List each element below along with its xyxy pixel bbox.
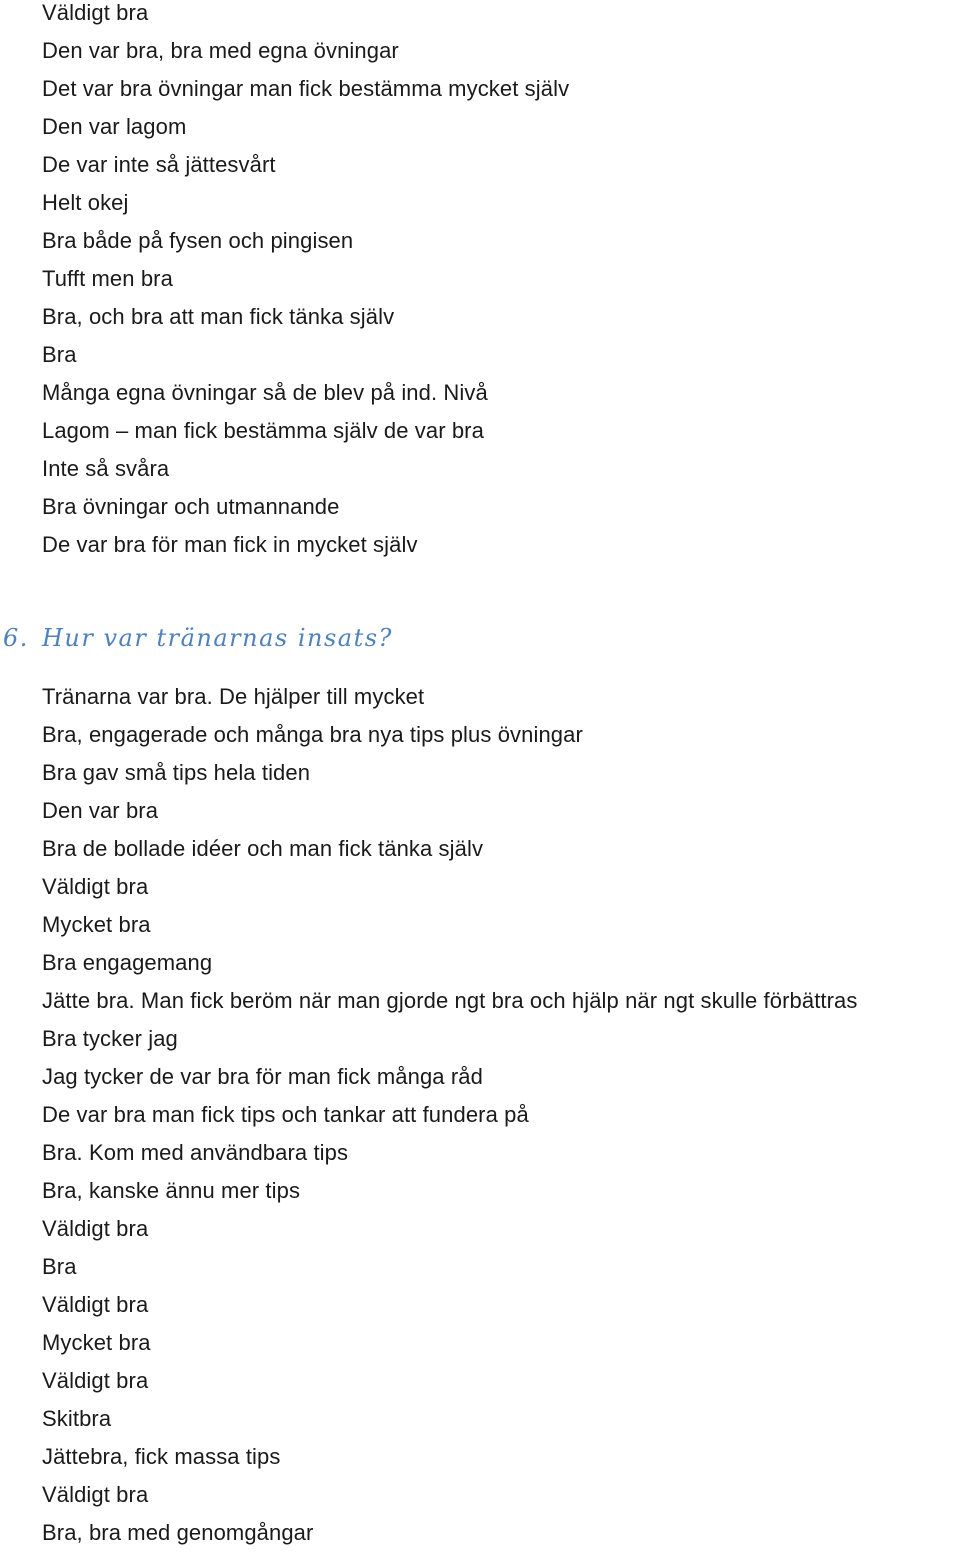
answer-line: Många egna övningar så de blev på ind. Nivå: [42, 380, 488, 405]
answer-line: De var inte så jättesvårt: [42, 152, 276, 177]
answer-line: Den var lagom: [42, 114, 187, 139]
answer-line: Bra de bollade idéer och man fick tänka själv: [42, 836, 484, 861]
question-heading-6: [3, 619, 393, 657]
answer-line: De var bra man fick tips och tankar att fundera på: [42, 1102, 529, 1127]
answer-line: Väldigt bra: [42, 1368, 149, 1393]
answer-line: Väldigt bra: [42, 1482, 149, 1507]
answer-line: Helt okej: [42, 190, 129, 215]
answer-line: Jag tycker de var bra för man fick många råd: [42, 1064, 483, 1089]
answer-list-q5: [42, 0, 569, 564]
answer-line: Bra, och bra att man fick tänka själv: [42, 304, 395, 329]
answer-line: Jätte bra. Man fick beröm när man gjorde ngt bra och hjälp när ngt skulle förbättras: [42, 988, 858, 1013]
answer-line: Väldigt bra: [42, 1216, 149, 1241]
answer-line: Väldigt bra: [42, 874, 149, 899]
answer-line: De var bra för man fick in mycket själv: [42, 532, 418, 557]
answer-line: Bra engagemang: [42, 950, 213, 975]
answer-line: Mycket bra: [42, 1330, 151, 1355]
answer-line: Bra. Kom med användbara tips: [42, 1140, 349, 1165]
question-text: Hur var tränarnas insats?: [42, 624, 393, 652]
answer-line: Inte så svåra: [42, 456, 170, 481]
answer-line: Mycket bra: [42, 912, 151, 937]
answer-line: Skitbra: [42, 1406, 112, 1431]
answer-line: Bra, kanske ännu mer tips: [42, 1178, 301, 1203]
answer-line: Bra tycker jag: [42, 1026, 178, 1051]
answer-line: Lagom – man fick bestämma själv de var bra: [42, 418, 484, 443]
answer-line: Jättebra, fick massa tips: [42, 1444, 281, 1469]
answer-line: Bra: [42, 1254, 77, 1279]
answer-line: Väldigt bra: [42, 0, 149, 25]
question-number: 6.: [3, 624, 29, 652]
answer-line: Bra gav små tips hela tiden: [42, 760, 311, 785]
answer-line: Bra både på fysen och pingisen: [42, 228, 354, 253]
answer-line: Det var bra övningar man fick bestämma mycket själv: [42, 76, 570, 101]
answer-line: Den var bra, bra med egna övningar: [42, 38, 399, 63]
answer-line: Bra, engagerade och många bra nya tips plus övningar: [42, 722, 583, 747]
answer-line: Tufft men bra: [42, 266, 173, 291]
answer-line: Den var bra: [42, 798, 159, 823]
answer-list-q6: [42, 678, 857, 1552]
answer-line: Bra: [42, 342, 77, 367]
answer-line: Bra, bra med genomgångar: [42, 1520, 314, 1545]
answer-line: Bra övningar och utmannande: [42, 494, 340, 519]
answer-line: Väldigt bra: [42, 1292, 149, 1317]
answer-line: Tränarna var bra. De hjälper till mycket: [42, 684, 425, 709]
